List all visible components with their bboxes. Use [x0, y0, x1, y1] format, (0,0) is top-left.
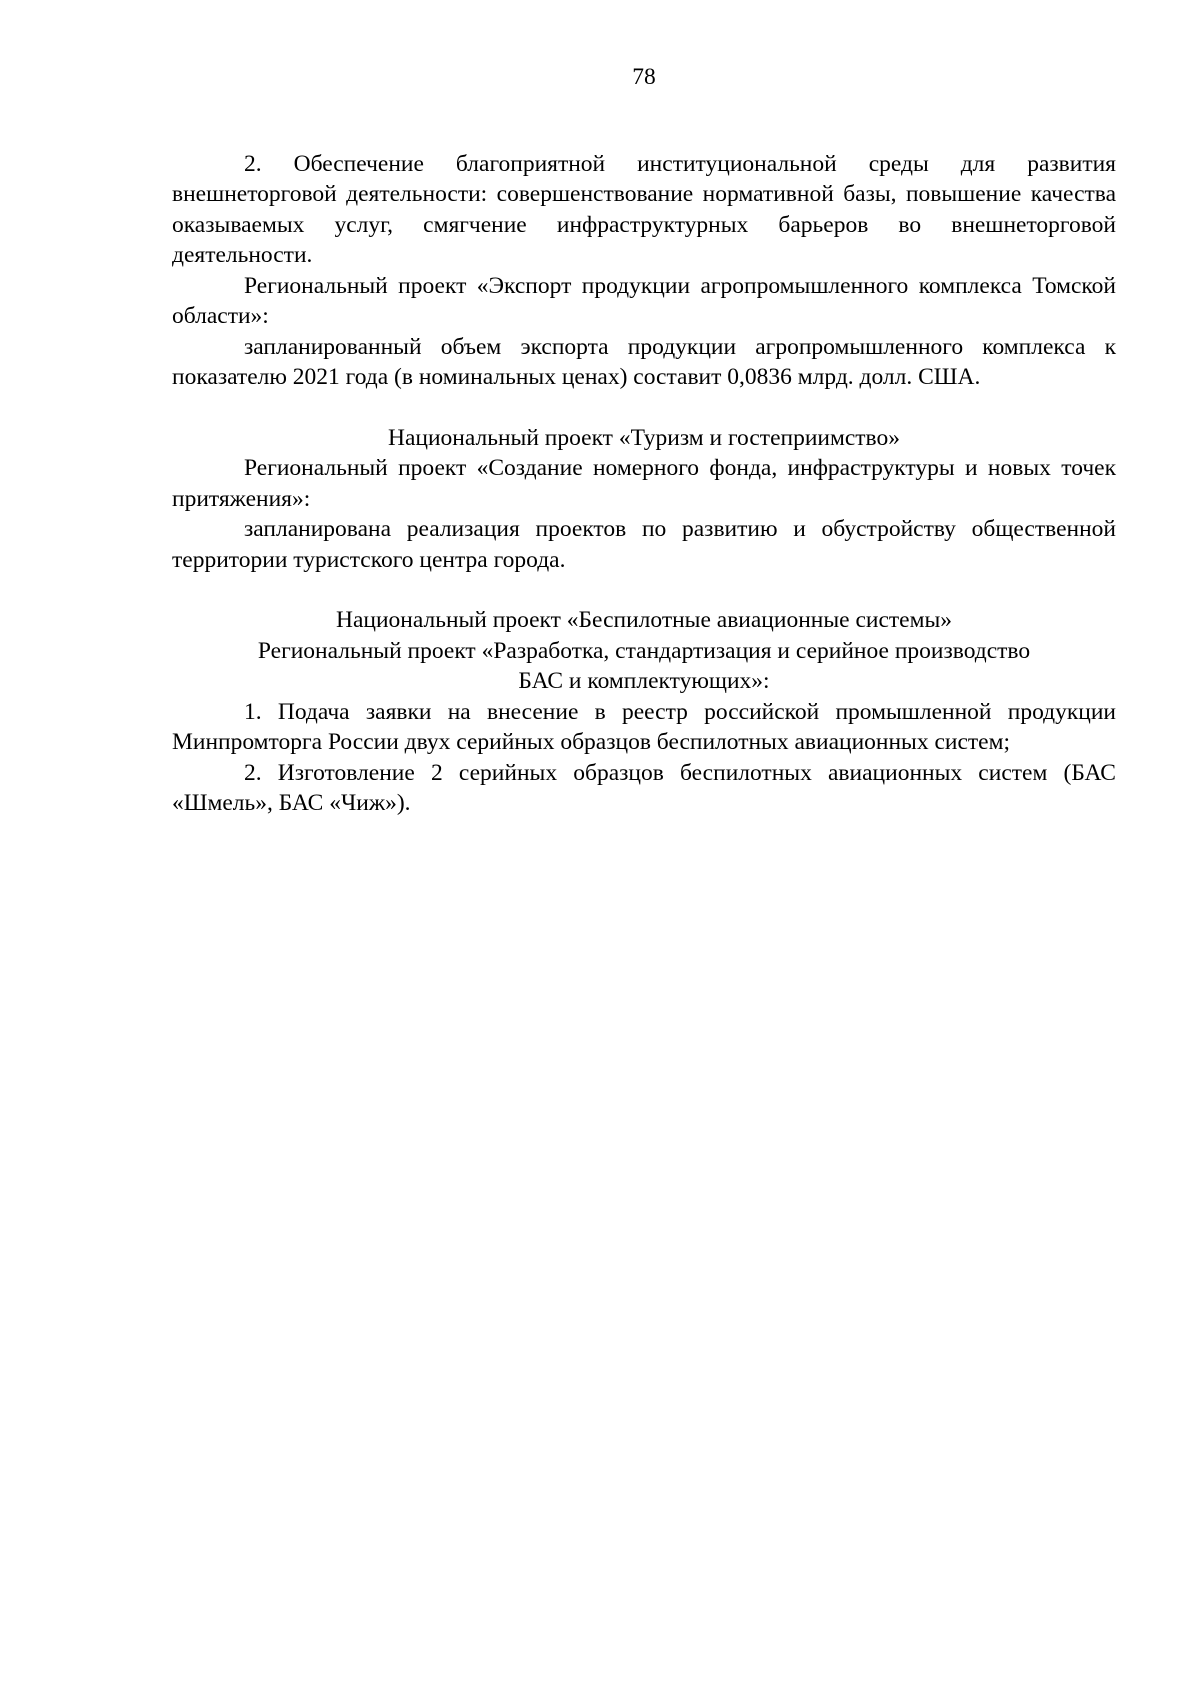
heading-regional-project-uas-line2: БАС и комплектующих»: [518, 668, 770, 694]
paragraph-tourist-center-territory: запланирована реализация проектов по развитию и обустройству общественной территории туристского центра города. [172, 516, 1116, 573]
paragraph-regional-project-hotel-fund: Региональный проект «Создание номерного фонда, инфраструктуры и новых точек притяжения»: [172, 455, 1116, 512]
heading-national-project-tourism: Национальный проект «Туризм и гостеприимство» [388, 424, 900, 451]
section-spacer [172, 393, 1116, 423]
page-number: 78 [632, 64, 656, 90]
paragraph-uas-registry-application: 1. Подача заявки на внесение в реестр российской промышленной продукции Минпромторга России двух серийных образцов беспилотных авиационных систем; [172, 698, 1116, 755]
heading-national-project-uas: Национальный проект «Беспилотные авиационные системы» [335, 607, 952, 633]
document-page [172, 62, 1116, 819]
section-spacer [172, 575, 1116, 605]
heading-regional-project-uas-line1: Региональный проект «Разработка, стандартизация и серийное производство [257, 637, 1031, 664]
paragraph-uas-serial-samples: 2. Изготовление 2 серийных образцов беспилотных авиационных систем (БАС «Шмель», БАС «Чиж»). [172, 759, 1116, 816]
paragraph-regional-project-agro-export: Региональный проект «Экспорт продукции агропромышленного комплекса Томской области»: [172, 272, 1116, 329]
paragraph-foreign-trade-environment: 2. Обеспечение благоприятной институциональной среды для развития внешнеторговой деятельности: совершенствование нормативной базы, повышение качества оказываемых услуг, смягчение инфраструктурных барьеров во внешнеторговой деятельности. [172, 150, 1116, 268]
paragraph-agro-export-volume: запланированный объем экспорта продукции агропромышленного комплекса к показателю 2021 года (в номинальных ценах) составит 0,0836 млрд. долл. США. [172, 333, 1116, 390]
